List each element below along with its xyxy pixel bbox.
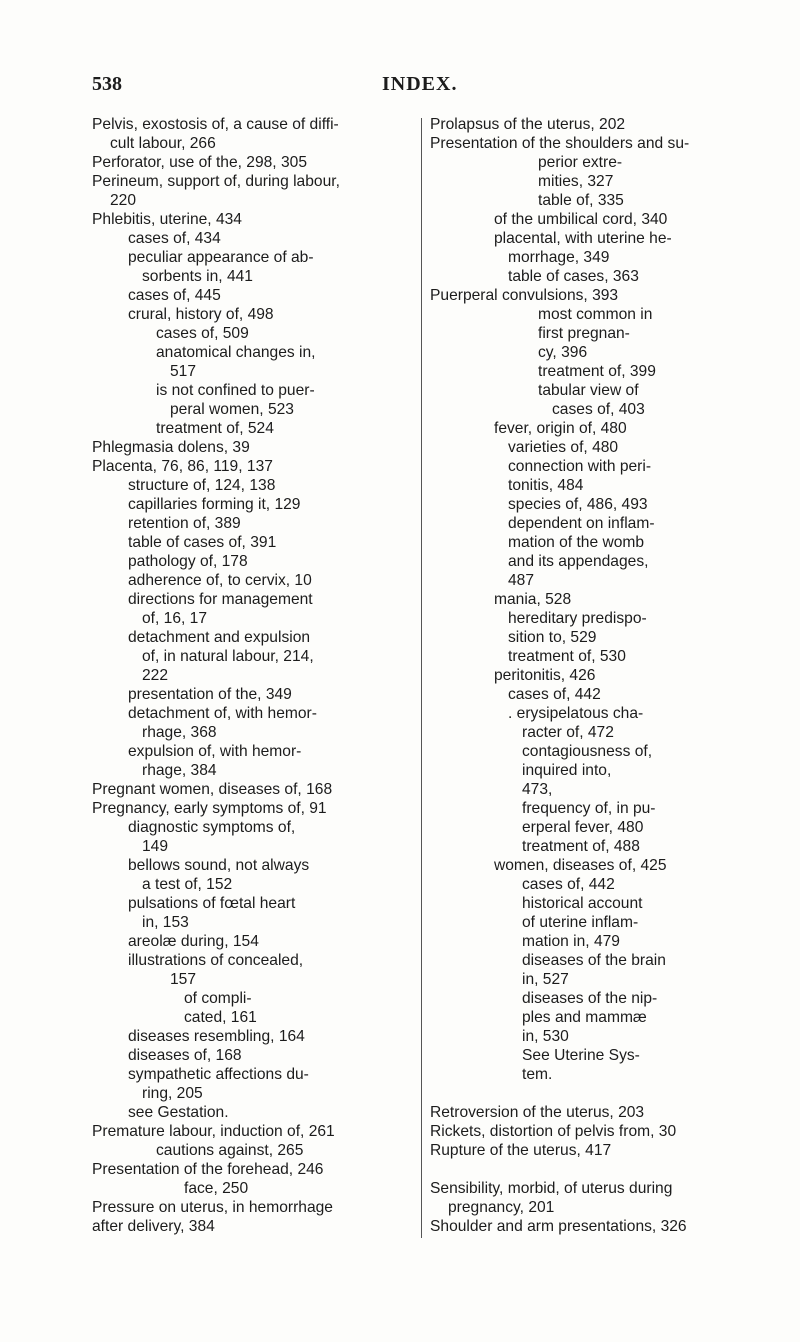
index-entry: areolæ during, 154 [128,933,259,950]
index-entry: Pregnancy, early symptoms of, 91 [92,800,327,817]
index-entry: detachment and expulsion [128,629,311,646]
index-entry: connection with peri- [508,458,652,475]
index-entry: pulsations of fœtal heart [128,895,296,912]
index-entry: cult labour, 266 [110,135,216,152]
index-entry: 222 [142,667,169,684]
running-title: INDEX. [382,73,458,95]
index-entry: diseases of the nip- [522,990,658,1007]
index-entry: erperal fever, 480 [522,819,644,836]
index-entry: dependent on inflam- [508,515,655,532]
index-entry: see Gestation. [128,1104,229,1121]
index-entry: women, diseases of, 425 [494,857,667,874]
index-entry: placental, with uterine he- [494,230,672,247]
index-entry: directions for management [128,591,313,608]
index-entry: frequency of, in pu- [522,800,656,817]
index-entry: tabular view of [538,382,639,399]
index-entry: Presentation of the forehead, 246 [92,1161,324,1178]
index-gap [430,1084,742,1103]
index-entry: most common in [538,306,653,323]
index-entry: in, 530 [522,1028,569,1045]
index-entry: hereditary predispo- [508,610,647,627]
index-entry: cases of, 403 [552,401,645,418]
index-entry: tonitis, 484 [508,477,584,494]
index-entry: of uterine inflam- [522,914,639,931]
index-entry: Perineum, support of, during labour, [92,173,340,190]
index-entry: cautions against, 265 [156,1142,304,1159]
index-entry: Presentation of the shoulders and su- [430,135,690,152]
index-entry: sition to, 529 [508,629,597,646]
index-entry: Rickets, distortion of pelvis from, 30 [430,1123,677,1140]
index-entry: racter of, 472 [522,724,614,741]
index-entry: structure of, 124, 138 [128,477,276,494]
index-entry: treatment of, 524 [156,420,274,437]
index-entry: diseases resembling, 164 [128,1028,305,1045]
index-entry: tem. [522,1066,553,1083]
index-entry: peculiar appearance of ab- [128,249,314,266]
index-entry: pregnancy, 201 [448,1199,555,1216]
index-entry: Retroversion of the uterus, 203 [430,1104,645,1121]
index-entry: in, 153 [142,914,189,931]
index-entry: of, 16, 17 [142,610,208,627]
index-entry: Sensibility, morbid, of uterus during [430,1180,673,1197]
index-entry: contagiousness of, [522,743,653,760]
index-entry: species of, 486, 493 [508,496,648,513]
index-entry: Prolapsus of the uterus, 202 [430,116,626,133]
index-entry: illustrations of concealed, [128,952,304,969]
index-entry: Perforator, use of the, 298, 305 [92,154,307,171]
index-entry: sorbents in, 441 [142,268,253,285]
index-entry: of, in natural labour, 214, [142,648,314,665]
index-entry: treatment of, 488 [522,838,640,855]
index-entry: cases of, 442 [508,686,601,703]
index-entry: rhage, 368 [142,724,217,741]
page-number: 538 [92,73,122,95]
index-entry: 517 [170,363,197,380]
left-index-column [92,115,412,1236]
index-entry: table of cases, 363 [508,268,639,285]
index-entry: anatomical changes in, [156,344,316,361]
index-entry: Pregnant women, diseases of, 168 [92,781,333,798]
index-entry: treatment of, 399 [538,363,656,380]
index-entry: first pregnan- [538,325,630,342]
right-index-column [430,115,742,1236]
index-gap [430,1160,742,1179]
index-entry: 220 [110,192,137,209]
index-entry: presentation of the, 349 [128,686,292,703]
index-entry: . erysipelatous cha- [508,705,644,722]
index-entry: peral women, 523 [170,401,294,418]
page-header [92,73,722,97]
index-entry: table of cases of, 391 [128,534,277,551]
index-entry: ring, 205 [142,1085,203,1102]
index-entry: 487 [508,572,535,589]
index-entry: face, 250 [184,1180,249,1197]
index-entry: fever, origin of, 480 [494,420,627,437]
index-entry: adherence of, to cervix, 10 [128,572,312,589]
index-entry: Pelvis, exostosis of, a cause of diffi- [92,116,339,133]
index-entry: after delivery, 384 [92,1218,215,1235]
index-entry: morrhage, 349 [508,249,610,266]
index-entry: 157 [170,971,197,988]
index-entry: capillaries forming it, 129 [128,496,301,513]
index-entry: Placenta, 76, 86, 119, 137 [92,458,273,475]
index-entry: expulsion of, with hemor- [128,743,302,760]
index-entry: Puerperal convulsions, 393 [430,287,619,304]
index-entry: table of, 335 [538,192,624,209]
index-entry: mation of the womb [508,534,645,551]
index-entry: Pressure on uterus, in hemorrhage [92,1199,333,1216]
index-entry: Premature labour, induction of, 261 [92,1123,335,1140]
index-entry: in, 527 [522,971,569,988]
index-entry: diseases of, 168 [128,1047,242,1064]
index-entry: crural, history of, 498 [128,306,274,323]
index-entry: is not confined to puer- [156,382,315,399]
index-entry: Phlegmasia dolens, 39 [92,439,250,456]
index-entry: a test of, 152 [142,876,233,893]
index-entry: Rupture of the uterus, 417 [430,1142,612,1159]
index-entry: detachment of, with hemor- [128,705,317,722]
index-entry: retention of, 389 [128,515,241,532]
index-entry: historical account [522,895,643,912]
index-entry: pathology of, 178 [128,553,248,570]
column-divider [421,118,422,1238]
index-entry: bellows sound, not always [128,857,310,874]
index-entry: cases of, 509 [156,325,249,342]
index-entry: ples and mammæ [522,1009,647,1026]
index-entry: 473, [522,781,553,798]
index-entry: inquired into, [522,762,612,779]
index-entry: mania, 528 [494,591,572,608]
index-entry: Shoulder and arm presentations, 326 [430,1218,687,1235]
index-entry: mities, 327 [538,173,614,190]
index-entry: mation in, 479 [522,933,620,950]
index-entry: cated, 161 [184,1009,257,1026]
index-entry: and its appendages, [508,553,649,570]
index-entry: cases of, 442 [522,876,615,893]
index-entry: treatment of, 530 [508,648,626,665]
index-entry: of compli- [184,990,252,1007]
index-entry: See Uterine Sys- [522,1047,640,1064]
index-entry: peritonitis, 426 [494,667,596,684]
index-entry: varieties of, 480 [508,439,619,456]
index-entry: perior extre- [538,154,623,171]
index-entry: rhage, 384 [142,762,217,779]
index-entry: diseases of the brain [522,952,666,969]
index-entry: cases of, 445 [128,287,221,304]
index-entry: sympathetic affections du- [128,1066,309,1083]
index-entry: Phlebitis, uterine, 434 [92,211,242,228]
index-entry: of the umbilical cord, 340 [494,211,668,228]
index-entry: cy, 396 [538,344,588,361]
index-entry: cases of, 434 [128,230,221,247]
index-entry: 149 [142,838,169,855]
index-entry: diagnostic symptoms of, [128,819,296,836]
